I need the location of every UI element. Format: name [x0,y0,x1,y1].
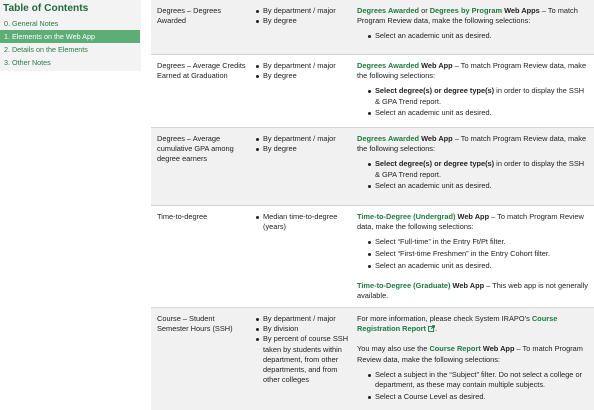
degrees-awarded-link[interactable]: Degrees Awarded [357,134,420,143]
toc-item-other-notes[interactable]: 3. Other Notes [4,58,51,67]
option-item: By degree [254,16,352,26]
details-cell: Degrees Awarded or Degrees by Program Web Apps – To match Program Review data, make the following selections: Select an academic unit as desired. [357,6,589,43]
degrees-awarded-link[interactable]: Degrees Awarded [357,61,420,70]
table-of-contents [0,0,141,71]
time-to-degree-graduate-link[interactable]: Time-to-Degree (Graduate) [357,281,451,291]
course-registration-report-link[interactable]: Course Registration Report [357,314,558,334]
element-name: Time-to-degree [157,212,208,221]
selection-item: Select a Course Level as desired. [366,392,589,402]
selection-list [366,159,589,191]
option-item: By department / major [254,134,352,144]
toc-item-general-notes[interactable]: 0. General Notes [4,19,59,28]
details-cell: Time-to-Degree (Undergrad) Web App – To match Program Review data, make the following selections: Select “Full-time” in the Entry Ft/Pt filter. Select “First-time Freshmen” in the Entry Cohort filter. Select an academic unit as desired. Time-to-Degree (Graduate) Web App – This web app is not generally available. [357,212,588,301]
options-list [254,6,352,26]
options-list [254,134,352,154]
selection-item: Select “Full-time” in the Entry Ft/Pt filter. [366,237,589,247]
option-item: By degree [254,144,352,154]
options-list [254,61,352,81]
element-name: Degrees – Average cumulative GPA among degree earners [157,134,234,164]
table-row [151,206,594,308]
toc-item-elements-on-web-app[interactable]: 1. Elements on the Web App [0,30,140,43]
selection-list [366,31,589,41]
element-name: Course – Student Semester Hours (SSH) [157,314,233,334]
option-item: By department / major [254,314,352,324]
selection-item: Select a subject in the “Subject” filter. Do not select a college or department, as these may contain multiple subjects. [366,370,589,390]
options-list [254,314,352,386]
table-row [151,0,594,55]
toc-title: Table of Contents [3,3,89,14]
time-to-degree-undergrad-link[interactable]: Time-to-Degree (Undergrad) [357,212,456,221]
option-item: By department / major [254,61,352,71]
table-row [151,128,594,206]
selection-item: Select degree(s) or degree type(s) in order to display the SSH & GPA Trend report. [366,159,589,179]
selection-item: Select an academic unit as desired. [366,31,589,41]
selection-item: Select degree(s) or degree type(s) in order to display the SSH & GPA Trend report. [366,86,589,106]
selection-list [366,86,589,118]
element-name: Degrees – Average Credits Earned at Graduation [157,61,246,81]
selection-item: Select an academic unit as desired. [366,181,589,191]
course-report-link[interactable]: Course Report [429,344,481,354]
details-cell: Degrees Awarded Web App – To match Program Review data, make the following selections: Select degree(s) or degree type(s) in order to display the SSH & GPA Trend report. Select an academic unit as desired. [357,134,589,193]
element-name: Degrees – Degrees Awarded [157,6,222,26]
toc-item-details-on-elements[interactable]: 2. Details on the Elements [4,45,88,54]
external-link-icon [428,325,435,332]
option-item: By degree [254,71,352,81]
elements-table [151,0,594,410]
selection-list [366,370,589,402]
details-cell: Degrees Awarded Web App – To match Program Review data, make the following selections: Select degree(s) or degree type(s) in order to display the SSH & GPA Trend report. Select an academic unit as desired. [357,61,589,120]
option-item: By department / major [254,6,352,16]
table-row [151,308,594,410]
table-row [151,55,594,128]
option-item: By percent of course SSH taken by students within department, from other departments, and from other colleges [254,334,352,385]
degrees-awarded-link[interactable]: Degrees Awarded [357,6,420,15]
option-item: By division [254,324,352,334]
degrees-by-program-link[interactable]: Degrees by Program [429,6,503,15]
selection-item: Select an academic unit as desired. [366,108,589,118]
selection-list [366,237,589,271]
selection-item: Select “First-time Freshmen” in the Entry Cohort filter. [366,249,589,259]
options-list [254,212,352,232]
details-cell: For more information, please check System IRAPO’s Course Registration Report . You may also use the Course Report Web App – To match Program Review data, make the following selections: Select a subject in the “Subject” filter. Do not select a college or department, as these may contain multiple subjects. Select a Course Level as desired. [357,314,589,404]
option-item: Median time-to-degree (years) [254,212,352,232]
selection-item: Select an academic unit as desired. [366,261,589,271]
